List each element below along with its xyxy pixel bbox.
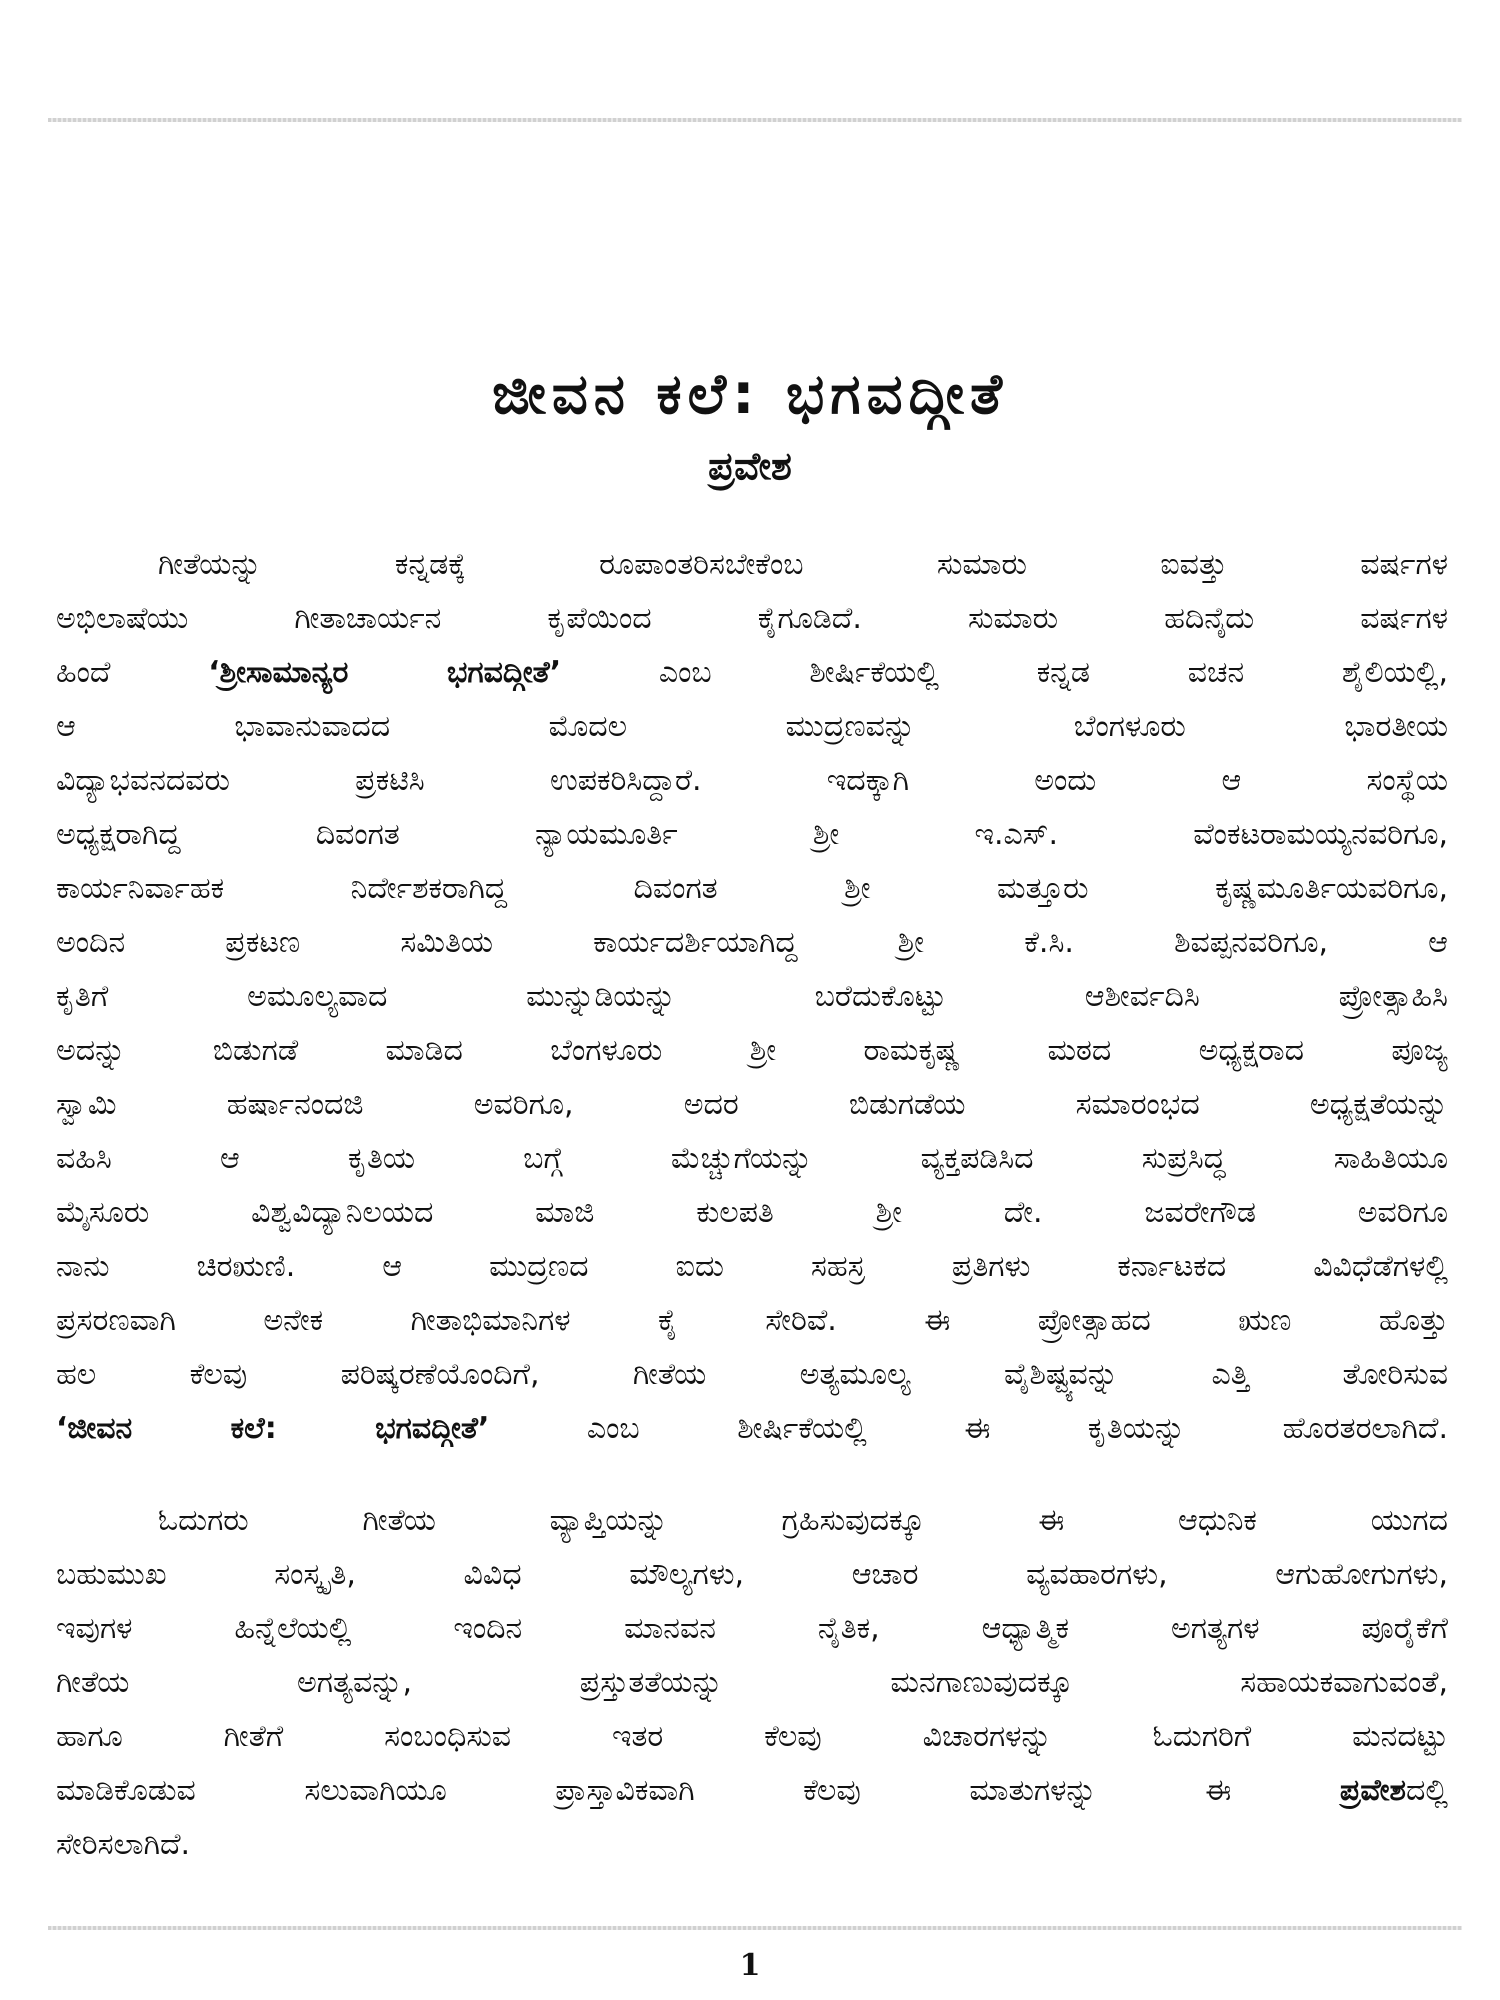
text-line: ಓದುಗರು ಗೀತೆಯ ವ್ಯಾಪ್ತಿಯನ್ನು ಗ್ರಹಿಸುವುದಕ್ಕೂ ಈ ಆಧುನಿಕ ಯುಗದ — [158, 1503, 1448, 1538]
text-line: ವಹಿಸಿ ಆ ಕೃತಿಯ ಬಗ್ಗೆ ಮೆಚ್ಚುಗೆಯನ್ನು ವ್ಯಕ್ತಪಡಿಸಿದ ಸುಪ್ರಸಿದ್ಧ ಸಾಹಿತಿಯೂ — [56, 1141, 1448, 1176]
text-line: ಮೈಸೂರು ವಿಶ್ವವಿದ್ಯಾನಿಲಯದ ಮಾಜಿ ಕುಲಪತಿ ಶ್ರೀ ದೇ. ಜವರೇಗೌಡ ಅವರಿಗೂ — [56, 1195, 1448, 1230]
text-line: ಕಾರ್ಯನಿರ್ವಾಹಕ ನಿರ್ದೇಶಕರಾಗಿದ್ದ ದಿವಂಗತ ಶ್ರೀ ಮತ್ತೂರು ಕೃಷ್ಣಮೂರ್ತಿಯವರಿಗೂ, — [56, 871, 1448, 906]
text-line: ಗೀತೆಯನ್ನು ಕನ್ನಡಕ್ಕೆ ರೂಪಾಂತರಿಸಬೇಕೆಂಬ ಸುಮಾರು ಐವತ್ತು ವರ್ಷಗಳ — [158, 547, 1448, 582]
text-line — [56, 1764, 1448, 1818]
bottom-scan-border — [48, 1926, 1462, 1930]
text-line: ಹಲ ಕೆಲವು ಪರಿಷ್ಕರಣೆಯೊಂದಿಗೆ, ಗೀತೆಯ ಅತ್ಯಮೂಲ್ಯ ವೈಶಿಷ್ಟ್ಯವನ್ನು ಎತ್ತಿ ತೋರಿಸುವ — [56, 1357, 1448, 1392]
paragraph-1 — [56, 538, 1448, 1456]
book-title-emphasis: ‘ಶ್ರೀಸಾಮಾನ್ಯರ ಭಗವದ್ಗೀತೆ’ — [208, 655, 562, 690]
text-fragment: ಕನ್ನಡ ವಚನ ಶೈಲಿಯಲ್ಲಿ, — [1036, 655, 1448, 690]
text-line: ಆ ಭಾವಾನುವಾದದ ಮೊದಲ ಮುದ್ರಣವನ್ನು ಬೆಂಗಳೂರು ಭಾರತೀಯ — [56, 709, 1448, 744]
text-line: ಹಾಗೂ ಗೀತೆಗೆ ಸಂಬಂಧಿಸುವ ಇತರ ಕೆಲವು ವಿಚಾರಗಳನ್ನು ಓದುಗರಿಗೆ ಮನದಟ್ಟು — [56, 1719, 1448, 1754]
text-line: ಅಂದಿನ ಪ್ರಕಟಣ ಸಮಿತಿಯ ಕಾರ್ಯದರ್ಶಿಯಾಗಿದ್ದ ಶ್ರೀ ಕೆ.ಸಿ. ಶಿವಪ್ಪನವರಿಗೂ, ಆ — [56, 925, 1448, 960]
body-text — [56, 538, 1448, 1872]
text-fragment: ಎಂಬ ಶೀರ್ಷಿಕೆಯಲ್ಲಿ ಈ ಕೃತಿಯನ್ನು ಹೊರತರಲಾಗಿದೆ. — [586, 1411, 1448, 1446]
top-scan-border — [48, 118, 1462, 122]
text-line: ಇವುಗಳ ಹಿನ್ನೆಲೆಯಲ್ಲಿ ಇಂದಿನ ಮಾನವನ ನೈತಿಕ, ಆಧ್ಯಾತ್ಮಿಕ ಅಗತ್ಯಗಳ ಪೂರೈಕೆಗೆ — [56, 1611, 1448, 1646]
text-fragment: ಎಂಬ ಶೀರ್ಷಿಕೆಯಲ್ಲಿ — [658, 655, 939, 690]
page-number: 1 — [739, 1948, 761, 1983]
page-title: ಜೀವನ ಕಲೆ: ಭಗವದ್ಗೀತೆ — [492, 362, 1008, 427]
text-line: ಅದನ್ನು ಬಿಡುಗಡೆ ಮಾಡಿದ ಬೆಂಗಳೂರು ಶ್ರೀ ರಾಮಕೃಷ್ಣ ಮಠದ ಅಧ್ಯಕ್ಷರಾದ ಪೂಜ್ಯ — [56, 1033, 1448, 1068]
text-line: ಕೃತಿಗೆ ಅಮೂಲ್ಯವಾದ ಮುನ್ನುಡಿಯನ್ನು ಬರೆದುಕೊಟ್ಟು ಆಶೀರ್ವದಿಸಿ ಪ್ರೋತ್ಸಾಹಿಸಿ — [56, 979, 1448, 1014]
text-fragment: ಮಾಡಿಕೊಡುವ ಸಲುವಾಗಿಯೂ ಪ್ರಾಸ್ತಾವಿಕವಾಗಿ ಕೆಲವು ಮಾತುಗಳನ್ನು ಈ — [56, 1773, 1232, 1808]
text-line: ಸ್ವಾಮಿ ಹರ್ಷಾನಂದಜಿ ಅವರಿಗೂ, ಅದರ ಬಿಡುಗಡೆಯ ಸಮಾರಂಭದ ಅಧ್ಯಕ್ಷತೆಯನ್ನು — [56, 1087, 1448, 1122]
text-line: ಬಹುಮುಖ ಸಂಸ್ಕೃತಿ, ವಿವಿಧ ಮೌಲ್ಯಗಳು, ಆಚಾರ ವ್ಯವಹಾರಗಳು, ಆಗುಹೋಗುಗಳು, — [56, 1557, 1448, 1592]
section-name-emphasis: ಪ್ರವೇಶ — [1339, 1773, 1406, 1808]
text-fragment: ಹಿಂದೆ — [56, 655, 111, 690]
text-line: ಅಭಿಲಾಷೆಯು ಗೀತಾಚಾರ್ಯನ ಕೃಪೆಯಿಂದ ಕೈಗೂಡಿದೆ. ಸುಮಾರು ಹದಿನೈದು ವರ್ಷಗಳ — [56, 601, 1448, 636]
text-line: ಪ್ರಸರಣವಾಗಿ ಅನೇಕ ಗೀತಾಭಿಮಾನಿಗಳ ಕೈ ಸೇರಿವೆ. ಈ ಪ್ರೋತ್ಸಾಹದ ಋಣ ಹೊತ್ತು — [56, 1303, 1448, 1338]
book-title-emphasis: ‘ಜೀವನ ಕಲೆ: ಭಗವದ್ಗೀತೆ’ — [56, 1411, 490, 1446]
text-line — [56, 1402, 1448, 1456]
paragraph-2 — [56, 1494, 1448, 1872]
text-line: ಸೇರಿಸಲಾಗಿದೆ. — [56, 1827, 191, 1862]
text-line: ನಾನು ಚಿರಋಣಿ. ಆ ಮುದ್ರಣದ ಐದು ಸಹಸ್ರ ಪ್ರತಿಗಳು ಕರ್ನಾಟಕದ ವಿವಿಧೆಡೆಗಳಲ್ಲಿ — [56, 1249, 1448, 1284]
text-fragment: ದಲ್ಲಿ — [1405, 1773, 1448, 1808]
text-line: ಗೀತೆಯ ಅಗತ್ಯವನ್ನು, ಪ್ರಸ್ತುತತೆಯನ್ನು ಮನಗಾಣುವುದಕ್ಕೂ ಸಹಾಯಕವಾಗುವಂತೆ, — [56, 1665, 1448, 1700]
text-line — [56, 646, 1448, 700]
section-subtitle: ಪ್ರವೇಶ — [708, 444, 792, 488]
text-line: ವಿದ್ಯಾಭವನದವರು ಪ್ರಕಟಿಸಿ ಉಪಕರಿಸಿದ್ದಾರೆ. ಇದಕ್ಕಾಗಿ ಅಂದು ಆ ಸಂಸ್ಥೆಯ — [56, 763, 1448, 798]
text-line: ಅಧ್ಯಕ್ಷರಾಗಿದ್ದ ದಿವಂಗತ ನ್ಯಾಯಮೂರ್ತಿ ಶ್ರೀ ಇ.ಎಸ್. ವೆಂಕಟರಾಮಯ್ಯನವರಿಗೂ, — [56, 817, 1448, 852]
